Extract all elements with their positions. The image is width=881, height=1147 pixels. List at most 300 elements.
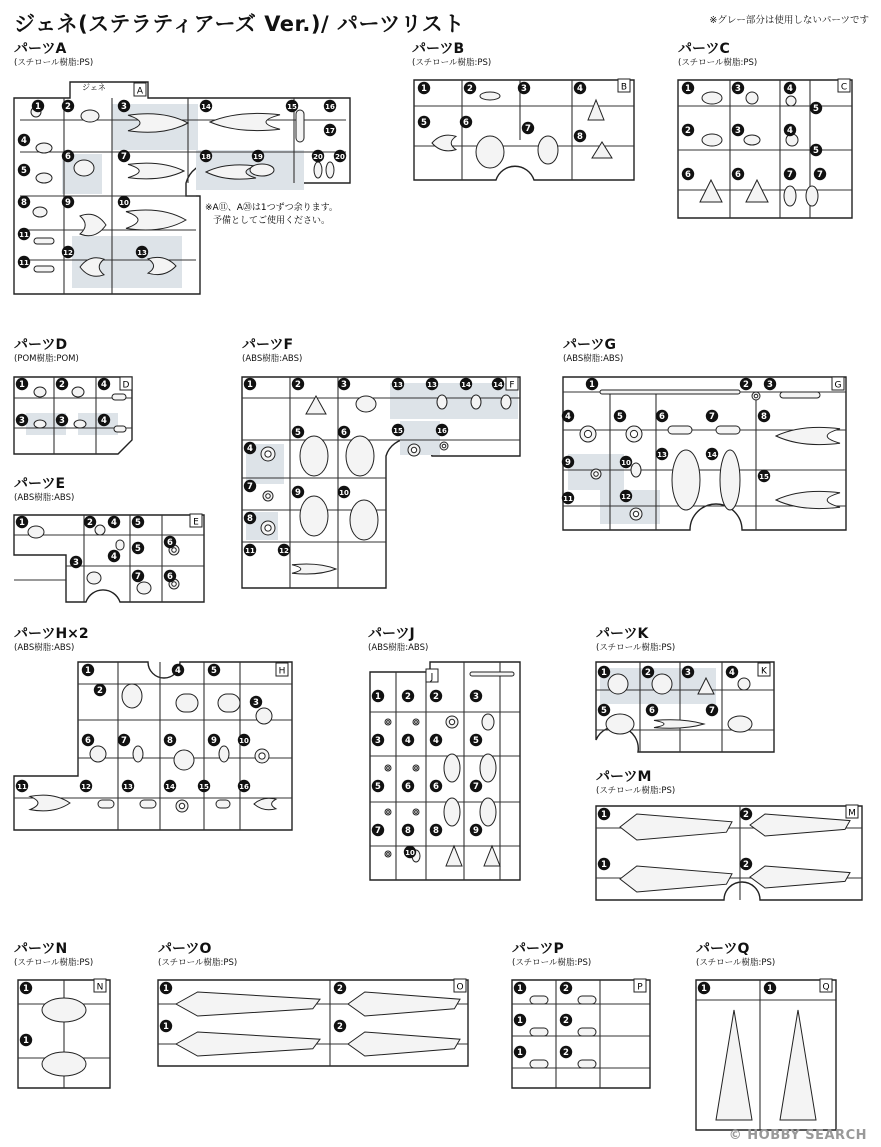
part-number-label: 3 bbox=[767, 380, 773, 390]
part-number-badge bbox=[598, 858, 610, 870]
runner-b-title: パーツB bbox=[412, 41, 465, 57]
part-pill bbox=[578, 1060, 596, 1068]
part-oval bbox=[784, 186, 796, 206]
part-number-label: 4 bbox=[577, 84, 583, 94]
part-number-label: 11 bbox=[17, 783, 27, 791]
part-number-label: 5 bbox=[601, 706, 607, 716]
part-number-label: 8 bbox=[405, 826, 411, 836]
part-number-label: 1 bbox=[601, 810, 607, 820]
part-number-badge bbox=[426, 378, 438, 390]
part-number-label: 13 bbox=[427, 381, 437, 389]
part-number-label: 7 bbox=[525, 124, 531, 134]
part-number-label: 6 bbox=[167, 572, 173, 582]
part-number-badge bbox=[560, 982, 572, 994]
part-number-badge bbox=[430, 690, 442, 702]
part-number-label: 7 bbox=[473, 782, 479, 792]
part-number-label: 7 bbox=[709, 706, 715, 716]
part-number-badge bbox=[810, 144, 822, 156]
part-number-label: 2 bbox=[405, 692, 411, 702]
runner-o-title: パーツO bbox=[158, 941, 212, 957]
part-number-badge bbox=[646, 704, 658, 716]
part-number-badge bbox=[764, 378, 776, 390]
part-pill bbox=[530, 996, 548, 1004]
runner-p-title: パーツP bbox=[512, 941, 564, 957]
part-number-badge bbox=[338, 378, 350, 390]
runner-e-material: (ABS樹脂:ABS) bbox=[14, 493, 75, 503]
part-number-badge bbox=[118, 100, 130, 112]
part-number-label: 2 bbox=[337, 984, 343, 994]
part-number-badge bbox=[62, 196, 74, 208]
part-number-label: 7 bbox=[121, 736, 127, 746]
part-number-badge bbox=[292, 378, 304, 390]
runner-j-title: パーツJ bbox=[368, 626, 415, 642]
part-blade bbox=[126, 210, 186, 230]
runner-g-tag: G bbox=[834, 380, 842, 391]
part-number-badge bbox=[402, 690, 414, 702]
page-title: ジェネ(ステラティアーズ Ver.)/ パーツリスト bbox=[14, 12, 465, 36]
part-number-badge bbox=[118, 734, 130, 746]
part-number-label: 3 bbox=[59, 416, 65, 426]
part-number-badge bbox=[614, 410, 626, 422]
part-ring-hole bbox=[265, 451, 271, 457]
part-number-label: 4 bbox=[729, 668, 735, 678]
part-number-label: 13 bbox=[123, 783, 133, 791]
part-number-badge bbox=[160, 982, 172, 994]
part-number-label: 8 bbox=[247, 514, 253, 524]
part-long-blade bbox=[348, 992, 460, 1016]
part-oval bbox=[631, 463, 641, 477]
part-number-label: 9 bbox=[295, 488, 301, 498]
runner-a-sub-label: ジェネ bbox=[82, 83, 106, 92]
part-number-label: 2 bbox=[743, 380, 749, 390]
part-number-badge bbox=[132, 570, 144, 582]
runner-b-tag: B bbox=[620, 82, 628, 93]
part-number-badge bbox=[164, 780, 176, 792]
part-number-label: 16 bbox=[325, 103, 335, 111]
part-number-label: 9 bbox=[211, 736, 217, 746]
part-oval bbox=[122, 684, 142, 708]
part-number-label: 9 bbox=[473, 826, 479, 836]
part-number-label: 9 bbox=[65, 198, 71, 208]
part-number-badge bbox=[250, 696, 262, 708]
part-number-badge bbox=[784, 82, 796, 94]
part-number-badge bbox=[620, 456, 632, 468]
part-oval bbox=[87, 572, 101, 584]
part-number-badge bbox=[16, 414, 28, 426]
part-pill bbox=[98, 800, 114, 808]
part-pill bbox=[716, 426, 740, 434]
part-ring-hole bbox=[633, 511, 638, 516]
runner-q-title: パーツQ bbox=[696, 941, 750, 957]
part-number-label: 2 bbox=[337, 1022, 343, 1032]
part-number-badge bbox=[98, 414, 110, 426]
part-pill bbox=[112, 394, 126, 400]
part-number-label: 5 bbox=[375, 782, 381, 792]
part-number-badge bbox=[56, 378, 68, 390]
part-number-label: 1 bbox=[517, 1048, 523, 1058]
part-spike bbox=[700, 180, 722, 202]
gray-note: ※グレー部分は使用しないパーツです bbox=[709, 15, 869, 26]
runner-k-title: パーツK bbox=[596, 626, 649, 642]
part-number-label: 17 bbox=[325, 127, 335, 135]
runner-f-tag: F bbox=[509, 380, 515, 391]
part-number-label: 5 bbox=[211, 666, 217, 676]
part-ring-hole bbox=[259, 753, 265, 759]
part-number-label: 4 bbox=[433, 736, 439, 746]
part-number-badge bbox=[164, 536, 176, 548]
part-long-blade bbox=[620, 866, 732, 892]
runner-a-note-line1: ※A⑪、A⑳は1つずつ余ります。 bbox=[205, 203, 338, 213]
part-number-label: 1 bbox=[163, 1022, 169, 1032]
part-blade bbox=[128, 163, 184, 179]
part-number-badge bbox=[18, 164, 30, 176]
part-number-badge bbox=[460, 116, 472, 128]
part-number-label: 14 bbox=[461, 381, 471, 389]
part-pill bbox=[600, 390, 740, 394]
part-number-label: 16 bbox=[437, 427, 447, 435]
part-number-label: 20 bbox=[313, 153, 323, 161]
part-oval bbox=[300, 496, 328, 536]
part-number-badge bbox=[706, 410, 718, 422]
part-number-badge bbox=[430, 780, 442, 792]
part-number-label: 5 bbox=[135, 544, 141, 554]
part-number-badge bbox=[586, 378, 598, 390]
part-number-label: 3 bbox=[735, 126, 741, 136]
part-number-label: 14 bbox=[165, 783, 175, 791]
part-number-badge bbox=[404, 846, 416, 858]
part-oval bbox=[42, 1052, 86, 1076]
part-number-label: 14 bbox=[493, 381, 503, 389]
runner-n-tag: N bbox=[96, 982, 104, 993]
part-number-label: 3 bbox=[473, 692, 479, 702]
part-number-badge bbox=[244, 480, 256, 492]
part-number-label: 4 bbox=[111, 518, 117, 528]
part-number-badge bbox=[62, 100, 74, 112]
part-number-label: 1 bbox=[19, 380, 25, 390]
part-number-badge bbox=[392, 378, 404, 390]
part-oval bbox=[81, 110, 99, 122]
part-number-badge bbox=[436, 424, 448, 436]
part-number-badge bbox=[642, 666, 654, 678]
part-number-label: 7 bbox=[817, 170, 823, 180]
part-number-label: 13 bbox=[137, 249, 147, 257]
part-number-badge bbox=[94, 684, 106, 696]
part-number-badge bbox=[198, 780, 210, 792]
runner-f-title: パーツF bbox=[242, 337, 294, 353]
part-ring-hole bbox=[415, 811, 418, 814]
part-number-label: 8 bbox=[21, 198, 27, 208]
part-oval bbox=[482, 714, 494, 730]
runner-q-frame bbox=[696, 980, 836, 1130]
part-number-badge bbox=[238, 734, 250, 746]
part-number-label: 12 bbox=[63, 249, 73, 257]
part-oval bbox=[137, 582, 151, 594]
part-number-label: 4 bbox=[787, 126, 793, 136]
part-number-badge bbox=[82, 734, 94, 746]
part-ring-hole bbox=[442, 444, 446, 448]
part-number-badge bbox=[562, 410, 574, 422]
part-number-label: 13 bbox=[393, 381, 403, 389]
part-number-label: 2 bbox=[563, 984, 569, 994]
part-number-badge bbox=[334, 1020, 346, 1032]
part-number-badge bbox=[732, 168, 744, 180]
part-number-label: 7 bbox=[787, 170, 793, 180]
part-ring-hole bbox=[172, 582, 177, 587]
part-number-label: 3 bbox=[341, 380, 347, 390]
part-number-badge bbox=[784, 124, 796, 136]
part-number-label: 5 bbox=[473, 736, 479, 746]
part-oval bbox=[471, 395, 481, 409]
part-oval bbox=[250, 164, 274, 176]
part-number-label: 15 bbox=[393, 427, 403, 435]
part-number-badge bbox=[758, 470, 770, 482]
runner-f-material: (ABS樹脂:ABS) bbox=[242, 354, 303, 364]
part-number-label: 1 bbox=[23, 984, 29, 994]
part-number-badge bbox=[244, 544, 256, 556]
part-number-label: 2 bbox=[563, 1048, 569, 1058]
part-number-label: 3 bbox=[73, 558, 79, 568]
runner-e-tag: E bbox=[193, 517, 199, 528]
part-spike bbox=[780, 1010, 816, 1120]
part-number-label: 5 bbox=[617, 412, 623, 422]
part-number-badge bbox=[514, 1046, 526, 1058]
part-oval bbox=[444, 798, 460, 826]
part-number-label: 3 bbox=[253, 698, 259, 708]
part-number-label: 6 bbox=[167, 538, 173, 548]
part-pill bbox=[218, 694, 240, 712]
part-ring-hole bbox=[387, 811, 390, 814]
part-oval bbox=[256, 708, 272, 724]
part-spike bbox=[746, 180, 768, 202]
part-number-label: 15 bbox=[759, 473, 769, 481]
part-number-label: 3 bbox=[375, 736, 381, 746]
part-number-label: 1 bbox=[601, 668, 607, 678]
part-number-badge bbox=[164, 570, 176, 582]
part-number-badge bbox=[118, 196, 130, 208]
part-number-badge bbox=[200, 100, 212, 112]
part-oval bbox=[36, 143, 52, 153]
part-number-badge bbox=[514, 1014, 526, 1026]
part-number-label: 1 bbox=[767, 984, 773, 994]
part-number-label: 1 bbox=[85, 666, 91, 676]
part-number-label: 4 bbox=[787, 84, 793, 94]
part-pill bbox=[786, 96, 796, 106]
part-blade bbox=[292, 564, 336, 574]
part-spike bbox=[588, 100, 604, 120]
part-oval bbox=[606, 714, 634, 734]
part-pill bbox=[578, 996, 596, 1004]
part-oval bbox=[702, 92, 722, 104]
part-oval bbox=[720, 450, 740, 510]
part-number-badge bbox=[562, 492, 574, 504]
part-number-badge bbox=[740, 808, 752, 820]
part-number-badge bbox=[758, 410, 770, 422]
part-number-label: 8 bbox=[577, 132, 583, 142]
part-number-label: 2 bbox=[743, 810, 749, 820]
part-number-label: 7 bbox=[375, 826, 381, 836]
part-number-label: 2 bbox=[563, 1016, 569, 1026]
part-long-blade bbox=[348, 1032, 460, 1056]
part-number-badge bbox=[732, 82, 744, 94]
part-number-label: 1 bbox=[163, 984, 169, 994]
part-number-badge bbox=[16, 780, 28, 792]
part-number-badge bbox=[562, 456, 574, 468]
part-number-label: 2 bbox=[87, 518, 93, 528]
part-number-label: 10 bbox=[239, 737, 249, 745]
runner-m-tag: M bbox=[848, 808, 856, 819]
part-number-badge bbox=[252, 150, 264, 162]
part-number-label: 1 bbox=[601, 860, 607, 870]
part-pill bbox=[296, 110, 304, 142]
runner-d-tag: D bbox=[122, 380, 130, 391]
part-oval bbox=[95, 525, 105, 535]
part-number-label: 14 bbox=[201, 103, 211, 111]
part-number-badge bbox=[334, 982, 346, 994]
part-number-label: 2 bbox=[97, 686, 103, 696]
runner-m-material: (スチロール樹脂:PS) bbox=[596, 786, 676, 796]
runner-k-tag: K bbox=[761, 666, 767, 677]
part-number-label: 13 bbox=[657, 451, 667, 459]
runner-o-tag: O bbox=[456, 982, 464, 993]
part-number-label: 18 bbox=[201, 153, 211, 161]
part-number-badge bbox=[292, 486, 304, 498]
part-number-label: 2 bbox=[467, 84, 473, 94]
part-number-badge bbox=[706, 704, 718, 716]
part-number-badge bbox=[244, 512, 256, 524]
part-ring-hole bbox=[630, 430, 637, 437]
part-oval bbox=[356, 396, 376, 412]
part-number-badge bbox=[656, 448, 668, 460]
part-number-badge bbox=[132, 542, 144, 554]
part-oval bbox=[34, 387, 46, 397]
part-number-badge bbox=[656, 410, 668, 422]
part-oval bbox=[806, 186, 818, 206]
runner-h-title: パーツH×2 bbox=[14, 626, 89, 642]
runner-q-tag: Q bbox=[822, 982, 830, 993]
part-number-badge bbox=[200, 150, 212, 162]
part-number-label: 1 bbox=[375, 692, 381, 702]
part-pill bbox=[114, 426, 126, 432]
part-number-label: 8 bbox=[761, 412, 767, 422]
runner-b-material: (スチロール樹脂:PS) bbox=[412, 58, 492, 68]
part-pill bbox=[470, 672, 514, 676]
part-pill bbox=[116, 540, 124, 550]
part-oval bbox=[219, 746, 229, 762]
part-number-badge bbox=[372, 690, 384, 702]
runner-p-tag: P bbox=[637, 982, 643, 993]
part-oval bbox=[480, 92, 500, 100]
part-oval bbox=[74, 420, 86, 428]
runner-c-tag: C bbox=[840, 82, 848, 93]
part-number-label: 4 bbox=[101, 380, 107, 390]
part-number-badge bbox=[16, 378, 28, 390]
part-spike bbox=[446, 846, 462, 866]
part-oval bbox=[133, 746, 143, 762]
part-number-label: 1 bbox=[685, 84, 691, 94]
runner-a-tag: A bbox=[136, 86, 144, 97]
watermark: © HOBBY SEARCH bbox=[728, 1128, 867, 1143]
part-number-label: 1 bbox=[421, 84, 427, 94]
part-number-badge bbox=[430, 824, 442, 836]
part-number-badge bbox=[402, 734, 414, 746]
part-number-label: 7 bbox=[709, 412, 715, 422]
part-number-badge bbox=[470, 690, 482, 702]
part-number-badge bbox=[706, 448, 718, 460]
part-number-badge bbox=[244, 378, 256, 390]
part-number-badge bbox=[172, 664, 184, 676]
part-number-badge bbox=[62, 150, 74, 162]
runner-a-title: パーツA bbox=[14, 41, 67, 57]
part-number-badge bbox=[418, 116, 430, 128]
part-number-badge bbox=[32, 100, 44, 112]
part-number-label: 3 bbox=[521, 84, 527, 94]
part-ring-hole bbox=[594, 472, 599, 477]
part-spike bbox=[484, 846, 500, 866]
part-number-label: 1 bbox=[589, 380, 595, 390]
part-number-badge bbox=[620, 490, 632, 502]
runner-c-material: (スチロール樹脂:PS) bbox=[678, 58, 758, 68]
part-number-badge bbox=[80, 780, 92, 792]
runner-q-material: (スチロール樹脂:PS) bbox=[696, 958, 776, 968]
part-blade bbox=[254, 798, 276, 809]
part-number-badge bbox=[208, 664, 220, 676]
part-oval bbox=[74, 160, 94, 176]
part-number-label: 1 bbox=[701, 984, 707, 994]
part-number-badge bbox=[464, 82, 476, 94]
part-number-badge bbox=[460, 378, 472, 390]
part-number-label: 1 bbox=[517, 1016, 523, 1026]
part-number-badge bbox=[62, 246, 74, 258]
part-ring-hole bbox=[172, 548, 177, 553]
part-number-badge bbox=[740, 858, 752, 870]
part-ring-hole bbox=[584, 430, 591, 437]
part-number-label: 11 bbox=[563, 495, 573, 503]
part-long-blade bbox=[750, 814, 850, 836]
runner-j-tag: J bbox=[430, 672, 434, 683]
part-long-blade bbox=[620, 814, 732, 840]
part-number-badge bbox=[98, 378, 110, 390]
part-oval bbox=[608, 674, 628, 694]
part-number-label: 6 bbox=[65, 152, 71, 162]
part-pill bbox=[176, 694, 198, 712]
part-number-badge bbox=[682, 168, 694, 180]
part-number-badge bbox=[18, 256, 30, 268]
part-spike bbox=[592, 142, 612, 158]
part-oval bbox=[350, 500, 378, 540]
part-blade bbox=[210, 113, 280, 130]
part-oval bbox=[437, 395, 447, 409]
part-number-badge bbox=[598, 808, 610, 820]
part-number-badge bbox=[122, 780, 134, 792]
part-number-label: 10 bbox=[339, 489, 349, 497]
part-number-label: 16 bbox=[239, 783, 249, 791]
runner-d-material: (POM樹脂:POM) bbox=[14, 354, 79, 364]
part-number-label: 4 bbox=[111, 552, 117, 562]
part-number-label: 12 bbox=[81, 783, 91, 791]
part-number-badge bbox=[574, 130, 586, 142]
part-number-badge bbox=[598, 704, 610, 716]
part-oval bbox=[444, 754, 460, 782]
part-number-badge bbox=[682, 124, 694, 136]
runner-g-material: (ABS樹脂:ABS) bbox=[563, 354, 624, 364]
part-number-label: 10 bbox=[621, 459, 631, 467]
part-number-label: 3 bbox=[685, 668, 691, 678]
part-oval bbox=[702, 134, 722, 146]
runner-n-material: (スチロール樹脂:PS) bbox=[14, 958, 94, 968]
part-number-badge bbox=[244, 442, 256, 454]
part-number-label: 3 bbox=[121, 102, 127, 112]
part-number-label: 5 bbox=[135, 518, 141, 528]
